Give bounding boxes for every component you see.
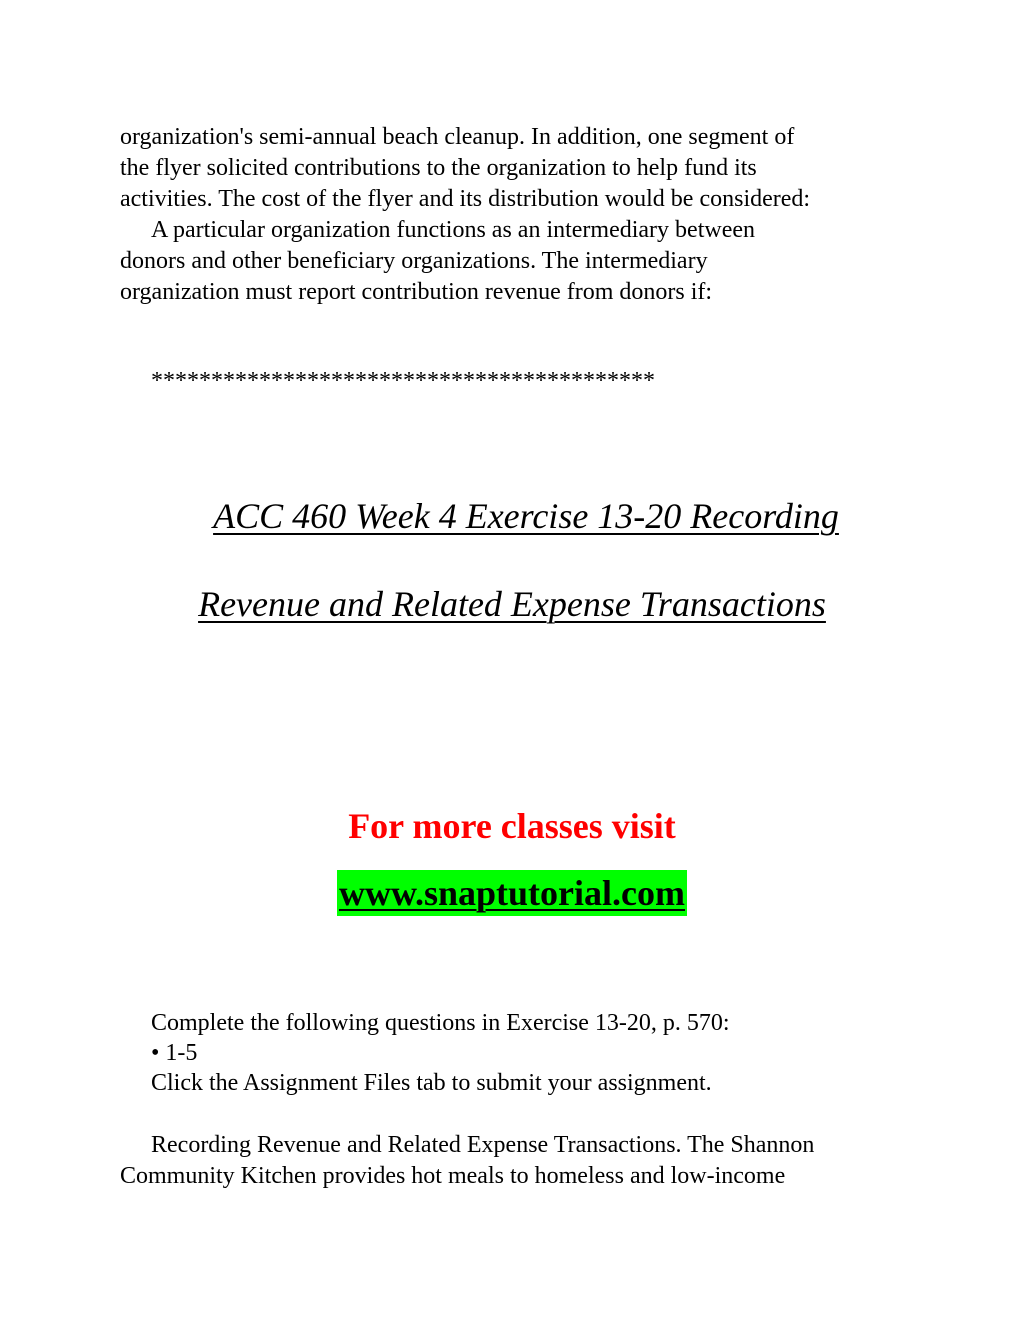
question-line-2: donors and other beneficiary organizations. The intermediary xyxy=(120,248,708,274)
instructions-bullet: • 1-5 xyxy=(151,1040,198,1066)
intro-line-3: activities. The cost of the flyer and its distribution would be considered: xyxy=(120,186,811,212)
intro-line-2: the flyer solicited contributions to the organization to help fund its xyxy=(120,155,757,181)
question-line-1: A particular organization functions as an intermediary between xyxy=(151,217,756,243)
title-line-2: Revenue and Related Expense Transactions xyxy=(198,584,826,624)
promo-heading: For more classes visit xyxy=(348,806,676,846)
question-line-3: organization must report contribution revenue from donors if: xyxy=(120,279,713,305)
snaptutorial-link[interactable]: www.snaptutorial.com xyxy=(337,870,687,916)
exercise-line-1: Recording Revenue and Related Expense Transactions. The Shannon xyxy=(151,1132,815,1158)
asterisk-separator: ****************************************** xyxy=(151,368,655,394)
intro-line-1: organization's semi-annual beach cleanup. In addition, one segment of xyxy=(120,124,795,150)
instructions-line-3: Click the Assignment Files tab to submit your assignment. xyxy=(151,1070,712,1096)
promo-link-wrapper xyxy=(0,870,1024,916)
exercise-line-2: Community Kitchen provides hot meals to homeless and low-income xyxy=(120,1163,786,1189)
instructions-line-1: Complete the following questions in Exercise 13-20, p. 570: xyxy=(151,1010,730,1036)
title-line-1: ACC 460 Week 4 Exercise 13-20 Recording xyxy=(213,496,839,536)
